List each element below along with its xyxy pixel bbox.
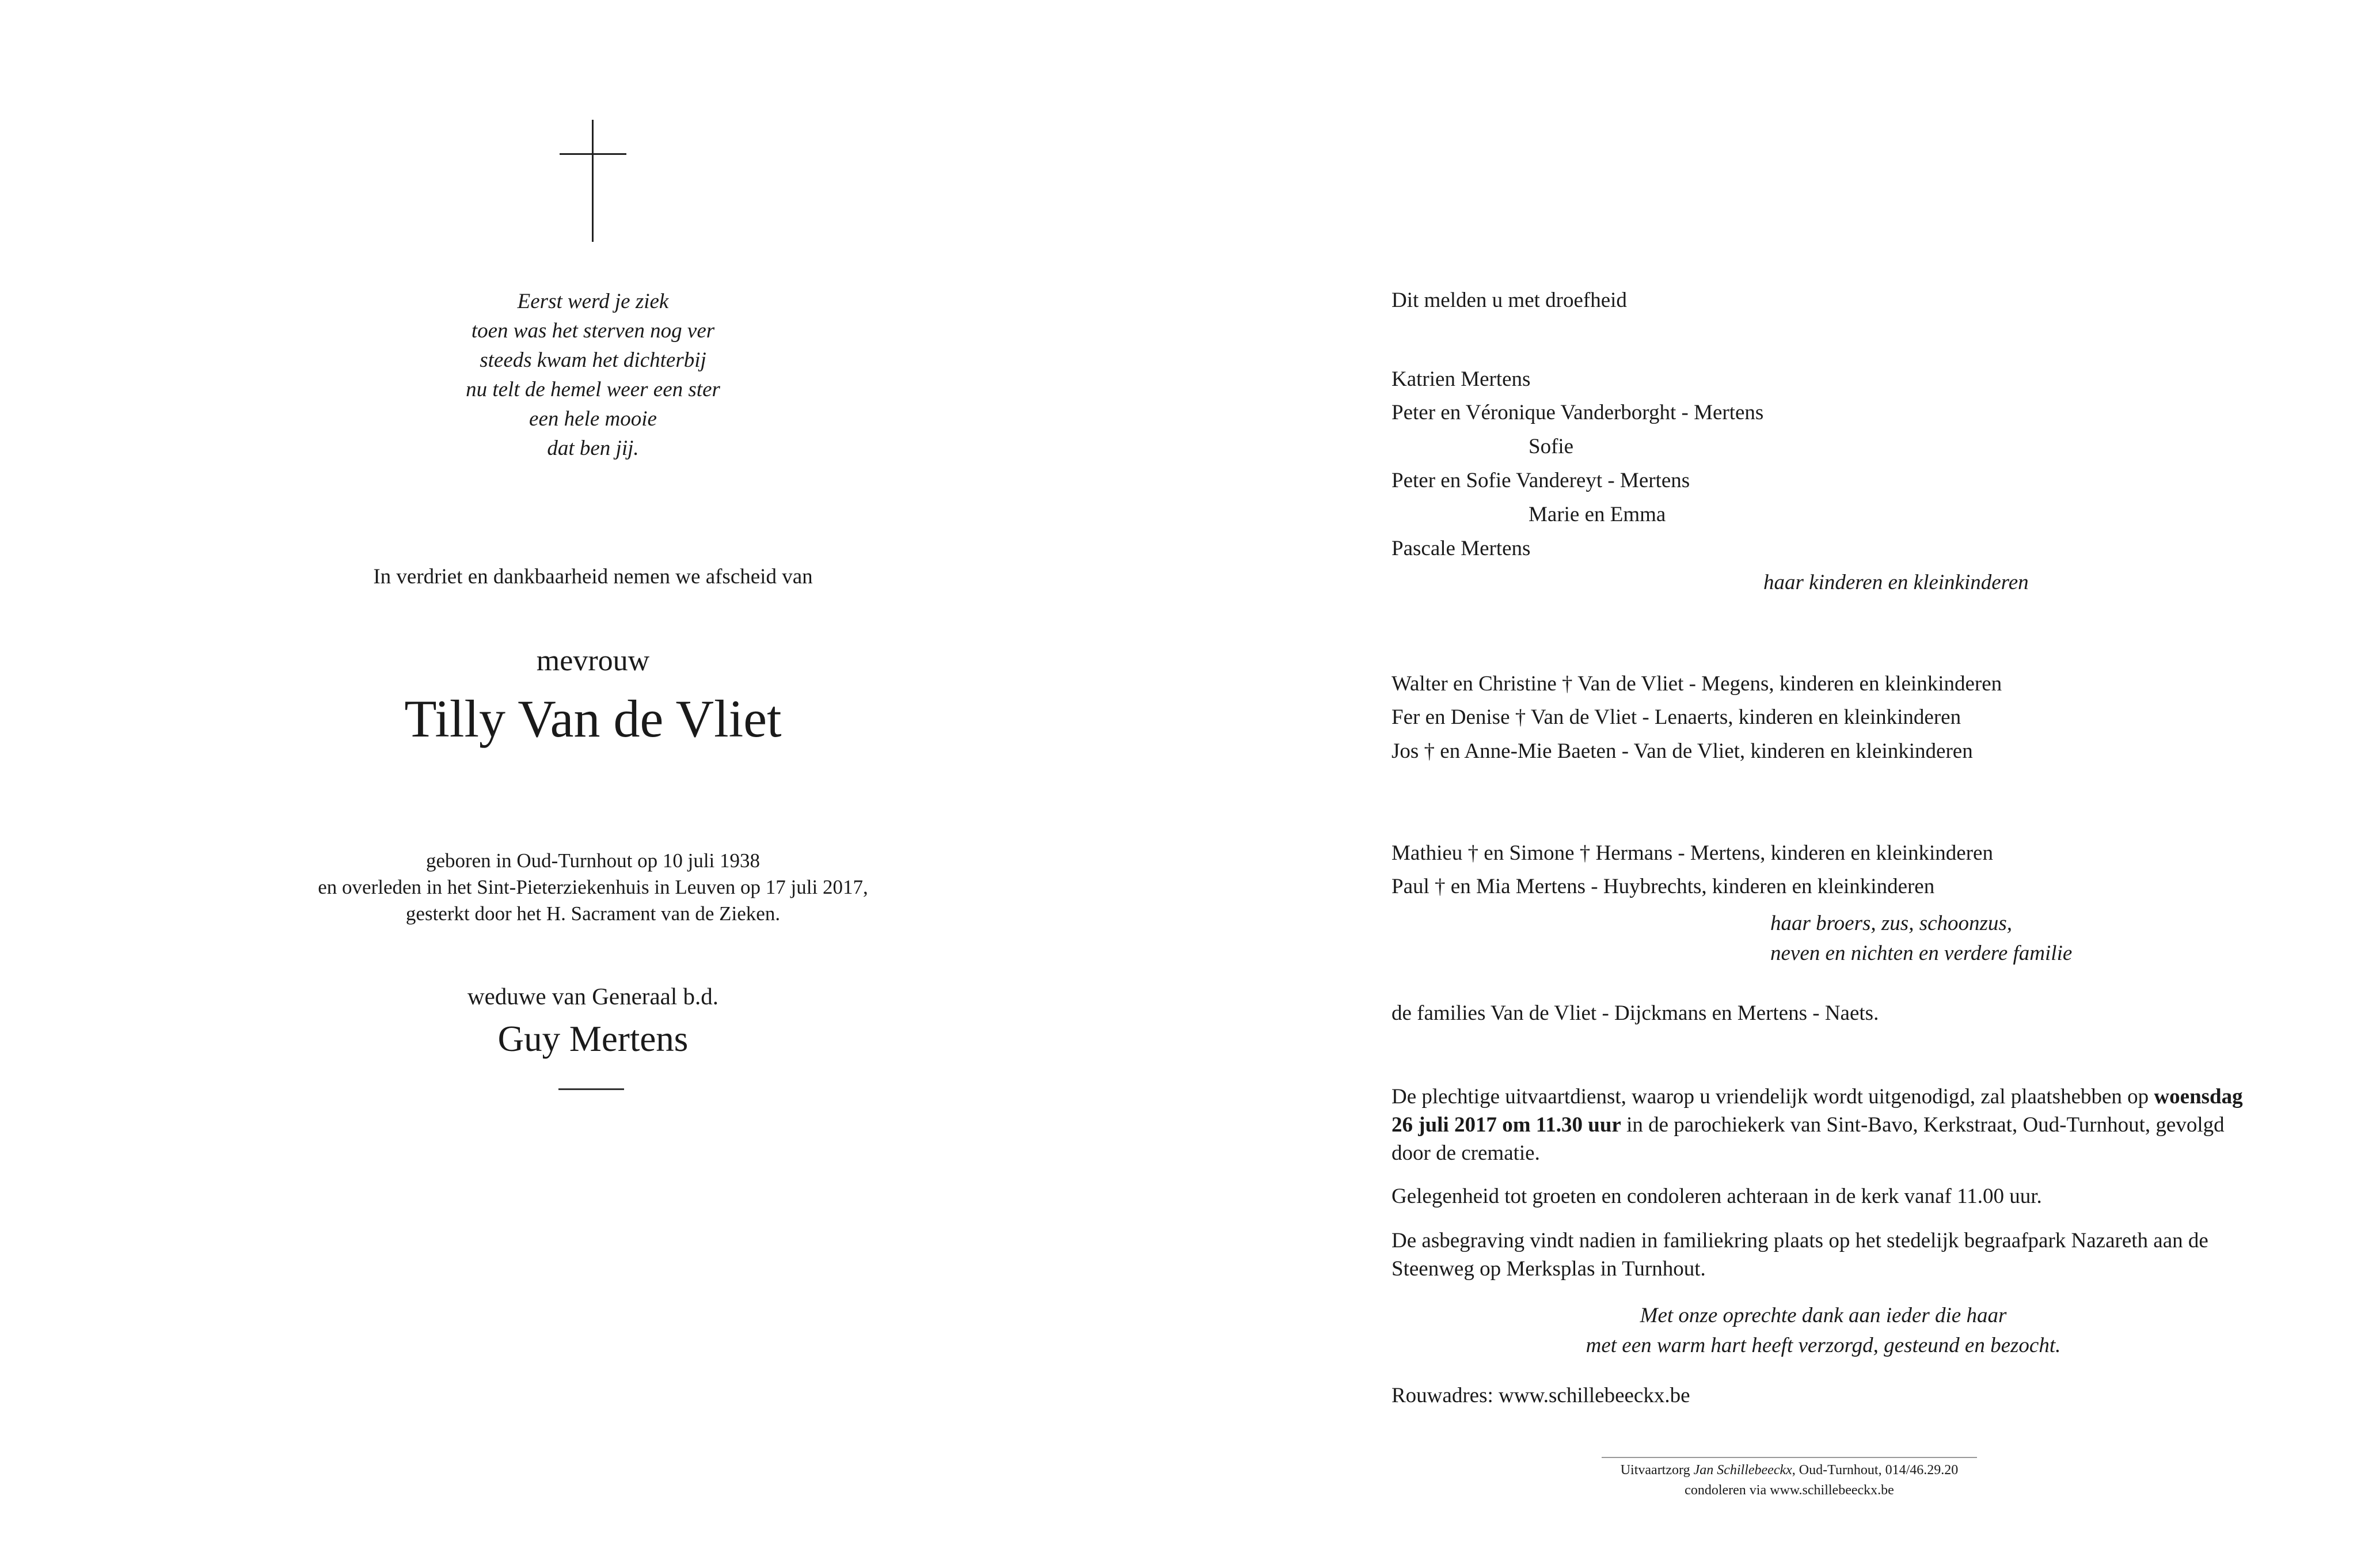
child-line: Pascale Mertens xyxy=(1391,537,1531,560)
service-date: woensdag 26 juli 2017 om 11.30 uur xyxy=(1391,1085,2243,1137)
widow-line: weduwe van Generaal b.d. xyxy=(467,983,718,1009)
children-signature: haar kinderen en kleinkinderen xyxy=(1763,571,2029,594)
poem-line: toen was het sterven nog ver xyxy=(471,319,715,343)
service-paragraph xyxy=(1391,1083,2255,1167)
poem-line: Eerst werd je ziek xyxy=(517,290,669,313)
burial-paragraph: De asbegraving vindt nadien in familiekring plaats op het stedelijk begraafpark Nazareth aan de Steenweg op Merksplas in Turnhout. xyxy=(1391,1229,2208,1281)
service-text: De plechtige uitvaartdienst, waarop u vriendelijk wordt uitgenodigd, zal plaatshebben op xyxy=(1391,1085,2154,1109)
families-line: de families Van de Vliet - Dijckmans en Mertens - Naets. xyxy=(1391,1001,1879,1025)
footer-suffix: , Oud-Turnhout, 014/46.29.20 xyxy=(1792,1463,1959,1478)
inlaw-line: Paul † en Mia Mertens - Huybrechts, kinderen en kleinkinderen xyxy=(1391,875,1935,898)
child-line: Peter en Véronique Vanderborght - Mertens xyxy=(1391,401,1764,424)
family-signature: neven en nichten en verdere familie xyxy=(1770,942,2073,965)
intro-line: In verdriet en dankbaarheid nemen we afscheid van xyxy=(373,565,813,589)
poem-line: nu telt de hemel weer een ster xyxy=(466,378,720,401)
grandchild-line: Marie en Emma xyxy=(1529,503,1666,526)
thanks-line: met een warm hart heeft verzorgd, gesteund en bezocht. xyxy=(1586,1334,2061,1357)
condolence-line: Gelegenheid tot groeten en condoleren achteraan in de kerk vanaf 11.00 uur. xyxy=(1391,1185,2042,1208)
service-text: in de parochiekerk van Sint-Bavo, Kerkstraat, Oud-Turnhout, gevolgd door de crematie. xyxy=(1391,1113,2225,1165)
footer-company: Jan Schillebeeckx xyxy=(1693,1463,1792,1478)
sibling-line: Jos † en Anne-Mie Baeten - Van de Vliet, kinderen en kleinkinderen xyxy=(1391,739,1973,763)
poem-line: dat ben jij. xyxy=(547,436,639,460)
sibling-line: Fer en Denise † Van de Vliet - Lenaerts, kinderen en kleinkinderen xyxy=(1391,705,1961,729)
poem-line: steeds kwam het dichterbij xyxy=(480,348,706,372)
footer xyxy=(1602,1460,1977,1501)
footer-prefix: Uitvaartzorg xyxy=(1620,1463,1694,1478)
divider xyxy=(558,1088,624,1090)
funeral-director-line xyxy=(1602,1460,1977,1481)
announce-line: Dit melden u met droefheid xyxy=(1391,288,1627,312)
condolence-link: condoleren via www.schillebeeckx.be xyxy=(1685,1483,1894,1498)
family-signature: haar broers, zus, schoonzus, xyxy=(1770,912,2013,935)
thanks-line: Met onze oprechte dank aan ieder die haar xyxy=(1640,1304,2007,1327)
mourning-address: Rouwadres: www.schillebeeckx.be xyxy=(1391,1384,1690,1407)
title-mevrouw: mevrouw xyxy=(536,644,650,677)
birth-line: geboren in Oud-Turnhout op 10 juli 1938 xyxy=(425,849,761,872)
poem-line: een hele mooie xyxy=(529,407,657,431)
child-line: Peter en Sofie Vandereyt - Mertens xyxy=(1391,469,1690,492)
poem xyxy=(380,287,806,463)
husband-name: Guy Mertens xyxy=(497,1019,689,1059)
footer-divider xyxy=(1602,1457,1977,1458)
sibling-line: Walter en Christine † Van de Vliet - Megens, kinderen en kleinkinderen xyxy=(1391,672,2002,696)
child-line: Katrien Mertens xyxy=(1391,367,1531,391)
cross-icon xyxy=(560,120,626,242)
cross-vertical-bar xyxy=(592,120,594,242)
deceased-name: Tilly Van de Vliet xyxy=(404,689,782,748)
death-line: en overleden in het Sint-Pieterziekenhuis in Leuven op 17 juli 2017, xyxy=(318,876,868,898)
birth-death-info xyxy=(242,848,944,927)
inlaw-line: Mathieu † en Simone † Hermans - Mertens, kinderen en kleinkinderen xyxy=(1391,841,1993,865)
grandchild-line: Sofie xyxy=(1529,435,1574,458)
cross-horizontal-bar xyxy=(560,153,626,155)
sacrament-line: gesterkt door het H. Sacrament van de Zieken. xyxy=(405,902,781,925)
